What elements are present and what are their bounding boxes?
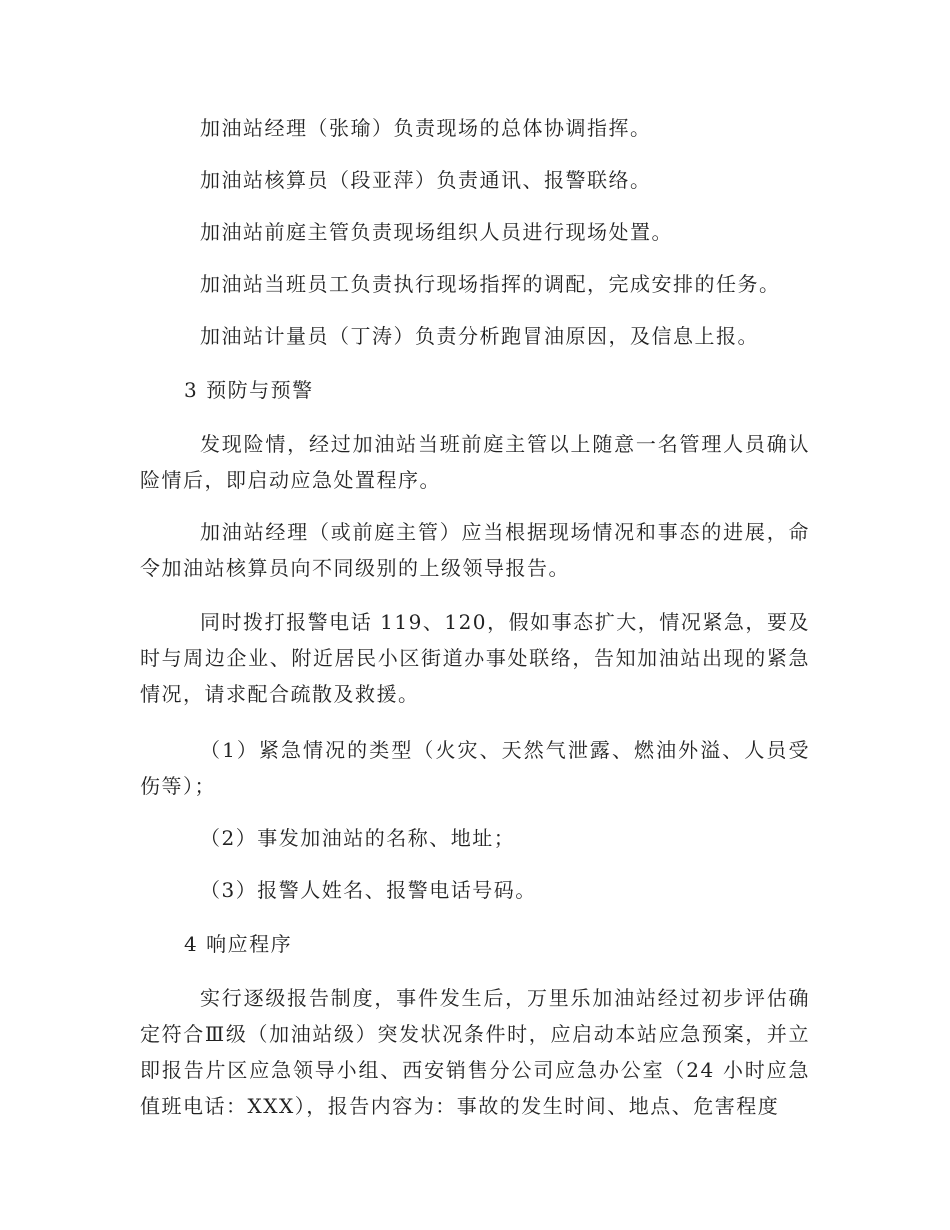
- section-heading-response-procedure: 4 响应程序: [184, 932, 293, 956]
- section-heading-prevention-warning: 3 预防与预警: [184, 378, 314, 402]
- paragraph-shift-staff-duty: 加油站当班员工负责执行现场指挥的调配，完成安排的任务。: [200, 272, 781, 296]
- paragraph-report-command: 加油站经理（或前庭主管）应当根据现场情况和事态的进展，命令加油站核算员向不同级别的上级领导报告。: [140, 520, 810, 580]
- paragraph-forecourt-supervisor-duty: 加油站前庭主管负责现场组织人员进行现场处置。: [200, 220, 673, 244]
- list-item-reporter-info: （3）报警人姓名、报警电话号码。: [200, 878, 537, 902]
- paragraph-risk-discovery: 发现险情，经过加油站当班前庭主管以上随意一名管理人员确认险情后，即启动应急处置程序。: [140, 432, 810, 492]
- paragraph-manager-duty: 加油站经理（张瑜）负责现场的总体协调指挥。: [200, 116, 652, 140]
- paragraph-accountant-duty: 加油站核算员（段亚萍）负责通讯、报警联络。: [200, 168, 652, 192]
- paragraph-metering-staff-duty: 加油站计量员（丁涛）负责分析跑冒油原因，及信息上报。: [200, 324, 759, 348]
- paragraph-emergency-call: 同时拨打报警电话 119、120，假如事态扩大，情况紧急，要及时与周边企业、附近居民小区街道办事处联络，告知加油站出现的紧急情况，请求配合疏散及救援。: [140, 610, 810, 706]
- list-item-emergency-type: （1）紧急情况的类型（火灾、天然气泄露、燃油外溢、人员受伤等）；: [140, 738, 810, 798]
- list-item-station-name-address: （2）事发加油站的名称、地址；: [200, 826, 516, 850]
- paragraph-reporting-system: 实行逐级报告制度，事件发生后，万里乐加油站经过初步评估确定符合Ⅲ级（加油站级）突发状况条件时，应启动本站应急预案，并立即报告片区应急领导小组、西安销售分公司应急办公室（24 小时应急值班电话：XXX），报告内容为：事故的发生时间、地点、危害程度: [140, 986, 810, 1118]
